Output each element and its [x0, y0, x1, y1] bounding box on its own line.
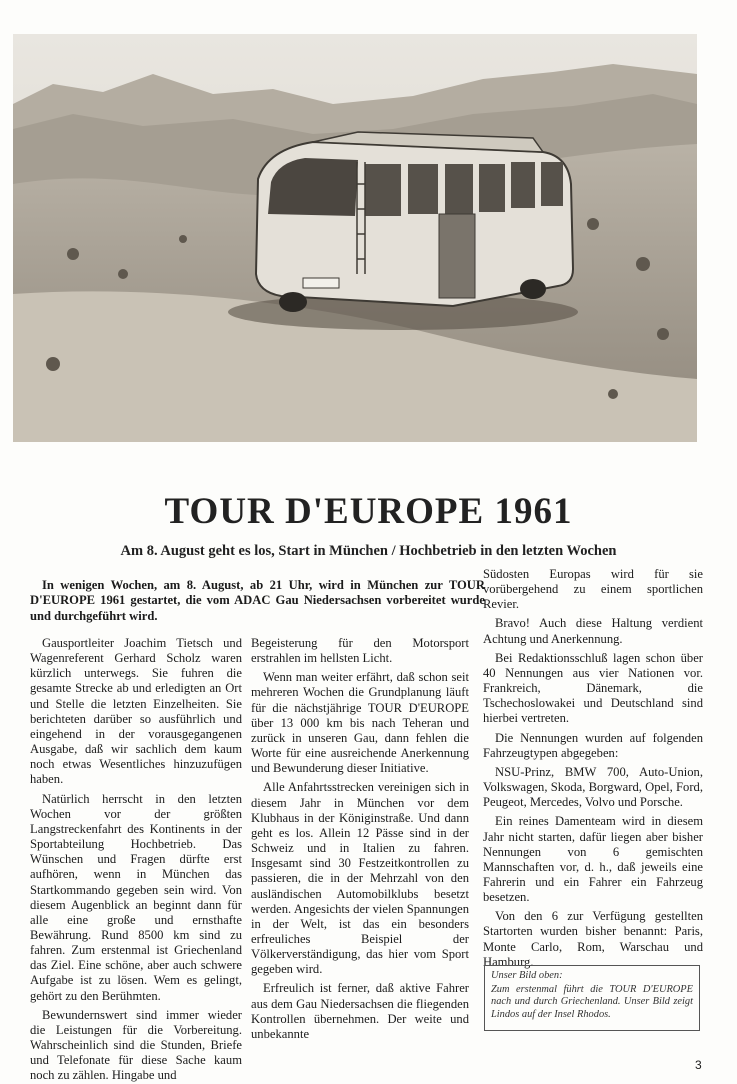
- text-column-2: [251, 636, 469, 1042]
- article-headline: TOUR D'EUROPE 1961: [164, 491, 573, 532]
- paragraph: Bravo! Auch diese Haltung verdient Achtung und Anerkennung.: [483, 616, 703, 646]
- caption-text: Zum erstenmal führt die TOUR D'EUROPE nach und durch Griechenland. Unser Bild zeigt Lindos auf der Insel Rhodos.: [491, 983, 693, 1020]
- paragraph: Bei Redaktionsschluß lagen schon über 40 Nennungen aus vier Nationen vor. Frankreich, Dänemark, die Tschechoslowakei und Deutschland sind hierbei vertreten.: [483, 650, 703, 726]
- paragraph: Ein reines Damenteam wird in diesem Jahr nicht starten, dafür liegen aber bisher Nennungen von 6 gemischten Mannschaften vor, d. h., daß jeweils eine Fahrerin und ein Fahrer ein Fahrzeug besetzen.: [483, 814, 703, 905]
- paragraph: Natürlich herrscht in den letzten Wochen vor der größten Langstreckenfahrt des Kontinents in der Sportabteilung Hochbetrieb. Das Wünschen und Fragen dürfte erst aufhören, wenn in München das Startkommando gegeben sein wird. Von diesem Augenblick an beginnt dann für alle eine große und ernsthafte Bewährung. Rund 8500 km sind zu fahren. Zum erstenmal ist Griechenland das Ziel. Eine schöne, aber auch schwere Aufgabe ist zu lösen. Wem es gelingt, gehört zu den Berühmten.: [30, 791, 242, 1003]
- paragraph: Alle Anfahrtsstrecken vereinigen sich in diesem Jahr in München vor dem Klubhaus in der Königinstraße. Und dann geht es los. Allein 12 Pässe sind in der Schweiz und in Italien zu fahren. Insgesamt sind 30 Festzeitkontrollen zu passieren, die in der Mehrzahl von den ausländischen Automobilklubs besetzt werden. Angesichts der vielen Spannungen in der Welt, ist das ein besonders erfreuliches Beispiel der Völkerverständigung, das hier vom Sport gegeben wird.: [251, 780, 469, 977]
- paragraph: NSU-Prinz, BMW 700, Auto-Union, Volkswagen, Skoda, Borgward, Opel, Ford, Peugeot, Mercedes, Volvo und Porsche.: [483, 764, 703, 810]
- paragraph: Erfreulich ist ferner, daß aktive Fahrer aus dem Gau Niedersachsen die fliegenden Kontrollen übernehmen. Der weite und unbekannte: [251, 981, 469, 1041]
- paragraph: Von den 6 zur Verfügung gestellten Startorten wurden bisher benannt: Paris, Monte Carlo, Rom, Warschau und Hamburg.: [483, 909, 703, 969]
- text-column-1: [30, 636, 242, 1084]
- lead-paragraph: In wenigen Wochen, am 8. August, ab 21 Uhr, wird in München zur TOUR D'EUROPE 1961 gestartet, die vom ADAC Gau Niedersachsen vorbereitet wurde und durchgeführt wird.: [30, 578, 485, 623]
- paragraph: Gausportleiter Joachim Tietsch und Wagenreferent Gerhard Scholz waren kürzlich unterwegs. Sie fuhren die gesamte Strecke ab und erledigten an Ort und Stelle die letzten Einzelheiten. Sie berichteten darüber so ausführlich und eingehend in der vorausgegangenen Ausgabe, daß wir sachlich dem kaum noch etwas Wesentliches hinzuzufügen haben.: [30, 636, 242, 787]
- caption-heading: Unser Bild oben:: [491, 970, 563, 981]
- paragraph: Wenn man weiter erfährt, daß schon seit mehreren Wochen die Grundplanung läuft für die nächstjährige TOUR D'EUROPE über 13 000 km bis nach Teheran und zurück in unseren Gau, dann fehlen die Worte für eine ausreichende Anerkennung und Bewunderung dieser Initiative.: [251, 670, 469, 776]
- page-number: 3: [695, 1058, 702, 1072]
- paragraph: Begeisterung für den Motorsport erstrahlen im hellsten Licht.: [251, 636, 469, 666]
- paragraph: Südosten Europas wird für sie vorübergehend zu einem sportlichen Revier.: [483, 567, 703, 612]
- paragraph: Bewundernswert sind immer wieder die Leistungen für die Vorbereitung. Wahrscheinlich sind die Stunden, Briefe und Telefonate für diese Sache kaum noch zu zählen. Hingabe und: [30, 1007, 242, 1083]
- paragraph: Die Nennungen wurden auf folgenden Fahrzeugtypen abgegeben:: [483, 730, 703, 760]
- text-column-3: [483, 567, 703, 970]
- photo-caption-box: [484, 965, 700, 1031]
- bus-photo-icon: [13, 34, 697, 442]
- article-subline: Am 8. August geht es los, Start in München / Hochbetrieb in den letzten Wochen: [120, 543, 617, 559]
- article-lead: [30, 578, 485, 624]
- bus-photo: [13, 34, 697, 442]
